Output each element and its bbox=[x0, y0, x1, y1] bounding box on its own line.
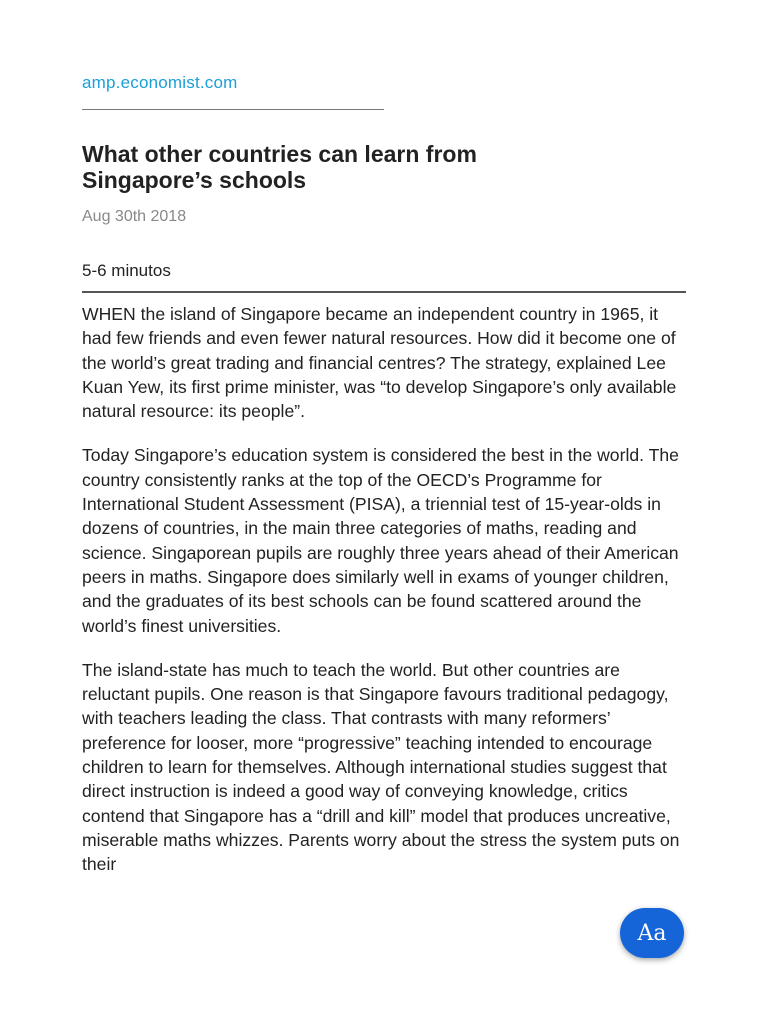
source-divider bbox=[82, 109, 384, 110]
header-divider bbox=[82, 291, 686, 293]
article-title: What other countries can learn from Singapore’s schools bbox=[82, 141, 477, 193]
article-paragraph: The island-state has much to teach the world. But other countries are reluctant pupils. One reason is that Singapore favours traditional pedagogy, with teachers leading the class. That contrasts with many reformers’ preference for looser, more “progressive” teaching intended to encourage children to learn for themselves. Although international studies suggest that direct instruction is indeed a good way of conveying knowledge, critics contend that Singapore has a “drill and kill” model that produces uncreative, miserable maths whizzes. Parents worry about the stress the system puts on their bbox=[82, 659, 680, 875]
article-paragraph: WHEN the island of Singapore became an independent country in 1965, it had few friends and even fewer natural resources. How did it become one of the world’s great trading and financial centres? The strategy, explained Lee Kuan Yew, its first prime minister, was “to develop Singapore’s only available natural resource: its people”. bbox=[82, 304, 677, 422]
source-domain-link[interactable]: amp.economist.com bbox=[82, 73, 238, 92]
article-body bbox=[82, 302, 686, 897]
article-date: Aug 30th 2018 bbox=[82, 208, 187, 225]
reading-time: 5-6 minutos bbox=[82, 261, 171, 280]
font-settings-button[interactable] bbox=[620, 908, 684, 958]
article-paragraph: Today Singapore’s education system is considered the best in the world. The country consistently ranks at the top of the OECD’s Programme for International Student Assessment (PISA), a triennial test of 15-year-olds in dozens of countries, in the main three categories of maths, reading and science. Singaporean pupils are roughly three years ahead of their American peers in maths. Singapore does similarly well in exams of younger children, and the graduates of its best schools can be found scattered around the world’s finest universities. bbox=[82, 445, 679, 636]
font-size-icon: Aa bbox=[637, 920, 667, 946]
